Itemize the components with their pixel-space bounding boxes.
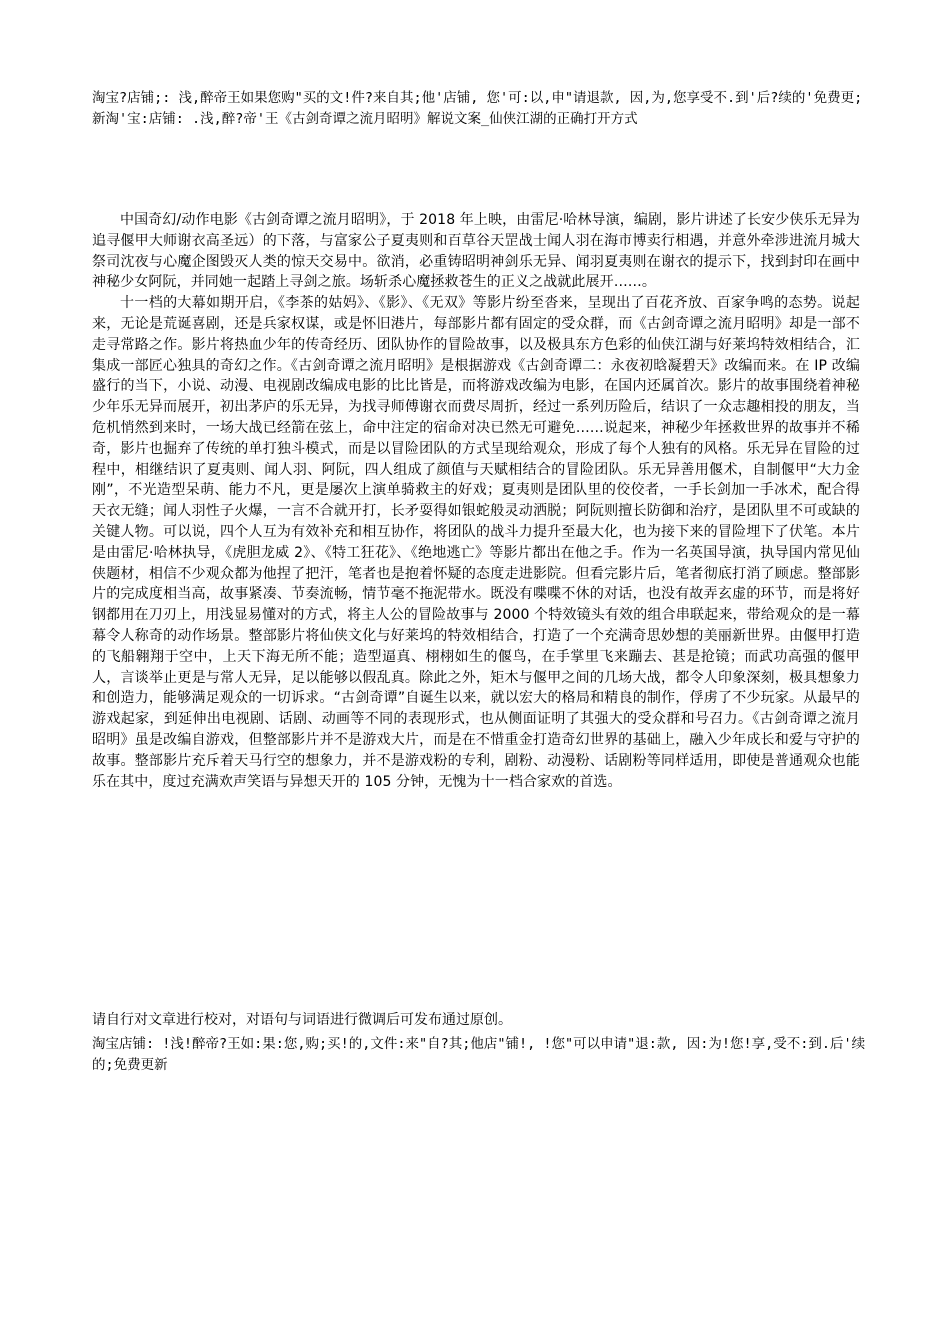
article-paragraph-intro: 中国奇幻/动作电影《古剑奇谭之流月昭明》，于 2018 年上映，由雷尼·哈林导演，编剧，影片讲述了长安少侠乐无异为追寻偃甲大师谢衣高圣远）的下落，与富家公子夏夷则和百草谷天罡战士闻人羽在海市博卖行相遇，并意外牵涉进流月城大祭司沈夜与心魔企图毁灭人类的惊天交易中。欲消，必重铸昭明神剑乐无异、闻羽夏夷则在谢衣的提示下，找到封印在画中神秘少女阿阮，并同她一起踏上寻剑之旅。场斩杀心魔拯救苍生的正义之战就此展开……。	[92, 212, 860, 291]
document-footer	[92, 1010, 872, 1076]
proofread-note: 请自行对文章进行校对，对语句与词语进行微调后可发布通过原创。	[92, 1012, 512, 1028]
article-body	[92, 210, 860, 792]
article-paragraph-review: 十一档的大幕如期开启，《李茶的姑妈》、《影》、《无双》等影片纷至沓来，呈现出了百花齐放、百家争鸣的态势。说起来，无论是荒诞喜剧，还是兵家权谋，或是怀旧港片，每部影片都有固定的受众群，而《古剑奇谭之流月昭明》却是一部不走寻常路之作。影片将热血少年的传奇经历、团队协作的冒险故事，以及极具东方色彩的仙侠江湖与好莱坞特效相结合，汇集成一部匠心独具的奇幻之作。《古剑奇谭之流月昭明》是根据游戏《古剑奇谭二：永夜初晗凝碧天》改编而来。在 IP 改编盛行的当下，小说、动漫、电视剧改编成电影的比比皆是，而将游戏改编为电影，在国内还属首次。影片的故事围绕着神秘少年乐无异而展开，初出茅庐的乐无异，为找寻师傅谢衣而费尽周折，经过一系列历险后，结识了一众志趣相投的朋友，当危机悄然到来时，一场大战已经箭在弦上，命中注定的宿命对决已然无可避免……说起来，神秘少年拯救世界的故事并不稀奇，影片也掘弃了传统的单打独斗模式，而是以冒险团队的方式呈现给观众，形成了每个人独有的风格。乐无异在冒险的过程中，相继结识了夏夷则、闻人羽、阿阮，四人组成了颜值与天赋相结合的冒险团队。乐无异善用偃术，自制偃甲“大力金刚”，不光造型呆萌、能力不凡，更是屡次上演单骑救主的好戏；夏夷则是团队里的佼佼者，一手长剑加一手冰术，配合得天衣无缝；闻人羽性子火爆，一言不合就开打，长矛耍得如银蛇般灵动洒脱；阿阮则擅长防御和治疗，是团队里不可或缺的关键人物。可以说，四个人互为有效补充和相互协作，将团队的战斗力提升至最大化，也为接下来的冒险埋下了伏笔。本片是由雷尼·哈林执导，《虎胆龙威 2》、《特工狂花》、《绝地逃亡》等影片都出在他之手。作为一名英国导演，执导国内常见仙侠题材，相信不少观众都为他捏了把汗，笔者也是抱着怀疑的态度走进影院。但看完影片后，笔者彻底打消了顾虑。整部影片的完成度相当高，故事紧凑、节奏流畅，情节毫不拖泥带水。既没有喋喋不休的对话，也没有故弄玄虚的环节，而是将好钢都用在刀刃上，用浅显易懂对的方式，将主人公的冒险故事与 2000 个特效镜头有效的组合串联起来，带给观众的是一幕幕令人称奇的动作场景。整部影片将仙侠文化与好莱坞的特效相结合，打造了一个充满奇思妙想的美丽新世界。由偃甲打造的飞船翱翔于空中，上天下海无所不能；造型逼真、栩栩如生的偃鸟，在手掌里飞来蹦去、甚是抢镜；而武功高强的偃甲人，言谈举止更是与常人无异，足以能够以假乱真。除此之外，矩木与偃甲之间的几场大战，都令人印象深刻，极具想象力和创造力，能够满足观众的一切诉求。“古剑奇谭”自诞生以来，就以宏大的格局和精良的制作，俘虏了不少玩家。从最早的游戏起家，到延伸出电视剧、话剧、动画等不同的表现形式，也从侧面证明了其强大的受众群和号召力。《古剑奇谭之流月昭明》虽是改编自游戏，但整部影片并不是游戏大片，而是在不惜重金打造奇幻世界的基础上，融入少年成长和爱与守护的故事。整部影片充斥着天马行空的想象力，并不是游戏粉的专利，剧粉、动漫粉、话剧粉等同样适用，即使是普通观众也能乐在其中，度过充满欢声笑语与异想天开的 105 分钟，无愧为十一档合家欢的首选。	[92, 295, 860, 790]
document-header: 淘宝?店铺;: 浅,醉帝王如果您购"买的文!件?来自其;他'店铺, 您'可:以,申"请退款, 因,为,您享受不.到'后?续的'免费更;新淘'宝:店铺: .浅,醉?帝'王《古剑奇谭之流月昭明》解说文案_仙侠江湖的正确打开方式	[92, 90, 863, 127]
shop-notice: 淘宝店铺: !浅!醉帝?王如:果:您,购;买!的,文件:来"自?其;他店"铺!, !您"可以申请"退:款, 因:为!您!享,受不:到.后'续的;免费更新	[92, 1035, 866, 1073]
